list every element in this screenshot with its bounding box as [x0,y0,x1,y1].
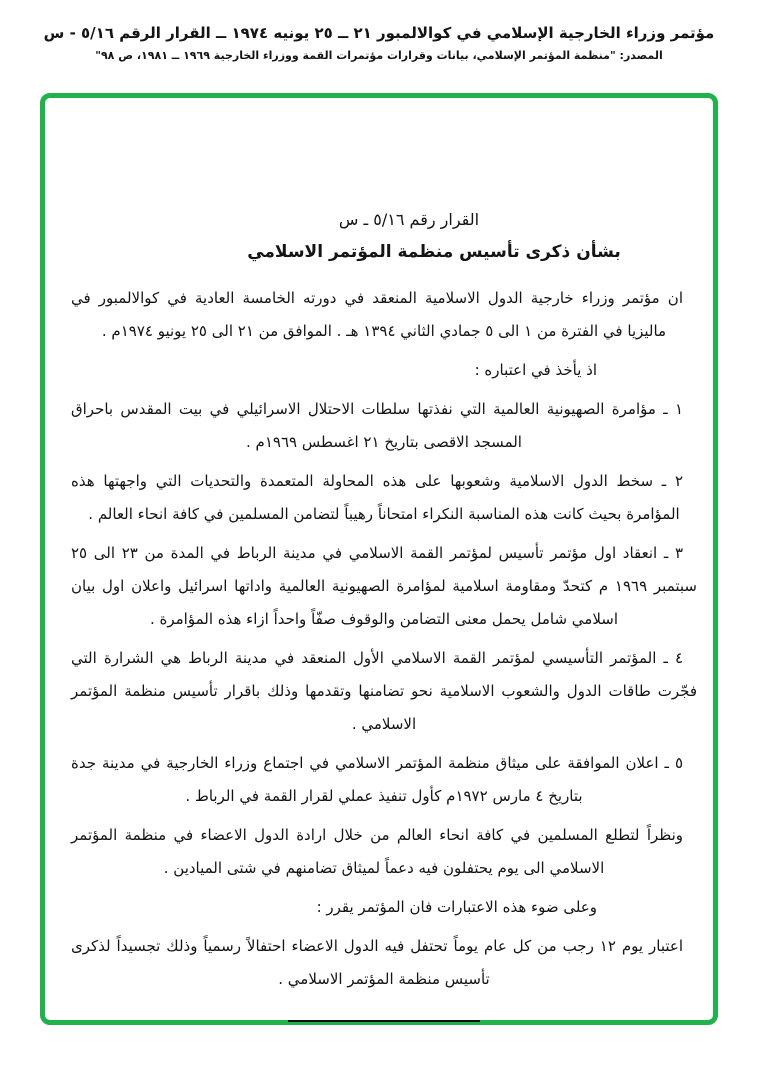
source-citation-line: المصدر: "منظمة المؤتمر الإسلامي، بيانات وقرارات مؤتمرات القمة ووزراء الخارجية ١٩٦٩ ــ ١٩٨١، ص ٩٨" [95,49,663,62]
preamble-paragraph: ان مؤتمر وزراء خارجية الدول الاسلامية المنعقد في دورته الخامسة العادية في كوالالمبور في ماليزيا في الفترة من ١ الى ٥ جمادي الثاني ١٣٩٤ هـ . الموافق من ٢١ الى ٢٥ يونيو ١٩٧٤م . [71,289,683,340]
consideration-item-3: ٣ ـ انعقاد اول مؤتمر تأسيس لمؤتمر القمة الاسلامي في مدينة الرباط في المدة من ٢٣ الى ٢٥ سبتمبر ١٩٦٩ م كتحدّ ومقاومة اسلامية لمؤامرة الصهيونية العالمية واداتها اسرائيل واعلان اول بيان اسلامي شامل يحمل معنى التضامن والوقوف صفّاً واحداً ازاء هذه المؤامرة . [71,544,697,628]
consideration-item-1: ١ ـ مؤامرة الصهيونية العالمية التي نفذتها سلطات الاحتلال الاسرائيلي في بيت المقدس باحراق المسجد الاقصى بتاريخ ٢١ اغسطس ١٩٦٩م . [71,400,683,451]
considerations-lead-in: اذ يأخذ في اعتباره : [474,361,597,379]
consideration-item-2: ٢ ـ سخط الدول الاسلامية وشعوبها على هذه المحاولة المتعمدة والتحديات التي واجهتها هذه المؤامرة بحيث كانت هذه المناسبة النكراء امتحاناً رهيباً لتضامن المسلمين في كافة انحاء العالم . [71,472,683,523]
decision-lead-in: وعلى ضوء هذه الاعتبارات فان المؤتمر يقرر : [316,898,597,916]
green-document-frame [40,93,718,1025]
resolution-number-title: القرار رقم ٥/١٦ ـ س [338,210,480,229]
resolution-document-body [45,98,713,1022]
document-reference-line: مؤتمر وزراء الخارجية الإسلامي في كوالالمبور ٢١ ــ ٢٥ يونيه ١٩٧٤ ــ القرار الرقم ٥/١٦ - س [43,24,715,42]
consideration-item-4: ٤ ـ المؤتمر التأسيسي لمؤتمر القمة الاسلامي الأول المنعقد في مدينة الرباط هي الشرارة التي فجّرت طاقات الدول والشعوب الاسلامية نحو تضامنها وتقدمها وذلك باقرار تأسيس منظمة المؤتمر الاسلامي . [71,649,697,733]
operative-paragraph: اعتبار يوم ١٢ رجب من كل عام يوماً تحتفل فيه الدول الاعضاء احتفالاً رسمياً وذلك تجسيداً لذكرى تأسيس منظمة المؤتمر الاسلامي . [71,937,683,988]
aspiration-paragraph: ونظراً لتطلع المسلمين في كافة انحاء العالم من خلال ارادة الدول الاعضاء في منظمة المؤتمر الاسلامي الى يوم يحتفلون فيه دعماً لميثاق تضامنهم في شتى الميادين . [71,826,683,877]
resolution-subject-title: بشأن ذكرى تأسيس منظمة المؤتمر الاسلامي [247,242,621,262]
source-header [0,24,758,62]
end-of-text-divider [288,1020,480,1022]
consideration-item-5: ٥ ـ اعلان الموافقة على ميثاق منظمة المؤتمر الاسلامي في اجتماع وزراء الخارجية في مدينة جدة بتاريخ ٤ مارس ١٩٧٢م كأول تنفيذ عملي لقرار القمة في الرباط . [71,754,683,805]
